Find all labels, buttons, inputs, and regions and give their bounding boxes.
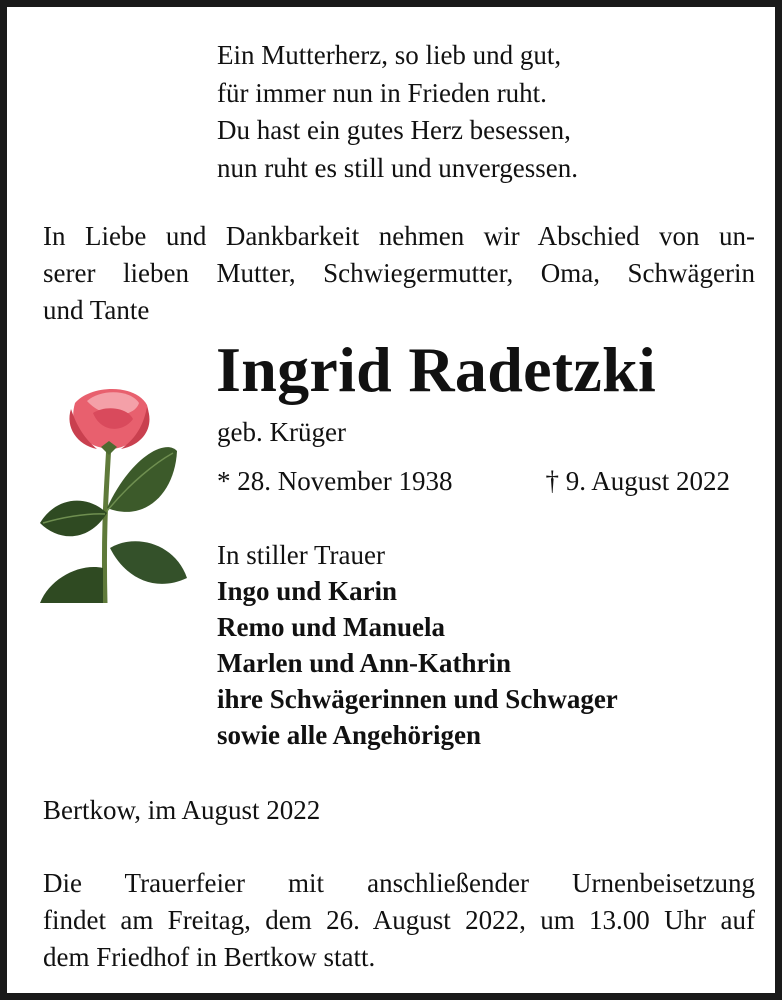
leaf bbox=[40, 501, 107, 537]
service-line: dem Friedhof in Bertkow statt. bbox=[43, 942, 376, 972]
leaf bbox=[40, 567, 103, 603]
mourner-name: Remo und Manuela bbox=[217, 612, 446, 642]
funeral-service-info bbox=[43, 865, 755, 976]
poem-line: Du hast ein gutes Herz besessen, bbox=[217, 115, 571, 145]
leaf bbox=[110, 541, 187, 584]
mourner-name: ihre Schwägerinnen und Schwager bbox=[217, 684, 618, 714]
place-date: Bertkow, im August 2022 bbox=[43, 795, 321, 825]
birth-name: geb. Krüger bbox=[217, 417, 346, 447]
intro-line: serer lieben Mutter, Schwiegermutter, Oma, Schwägerin bbox=[43, 258, 755, 288]
death-date: † 9. August 2022 bbox=[545, 466, 730, 496]
intro-line: In Liebe und Dankbarkeit nehmen wir Abschied von un- bbox=[43, 221, 755, 251]
birth-date: * 28. November 1938 bbox=[217, 466, 453, 496]
service-line: Die Trauerfeier mit anschließender Urnenbeisetzung bbox=[43, 868, 755, 898]
poem-line: nun ruht es still und unvergessen. bbox=[217, 152, 578, 183]
mourner-name: sowie alle Angehörigen bbox=[217, 720, 481, 750]
mourner-name: Marlen und Ann-Kathrin bbox=[217, 648, 512, 678]
mourning-phrase: In stiller Trauer bbox=[217, 540, 385, 570]
poem-line: Ein Mutterherz, so lieb und gut, bbox=[217, 40, 562, 70]
memorial-poem bbox=[217, 37, 578, 187]
poem-line: für immer nun in Frieden ruht. bbox=[217, 77, 547, 108]
mourner-name: Ingo und Karin bbox=[217, 576, 398, 606]
intro-line: und Tante bbox=[43, 295, 150, 325]
rose-icon bbox=[35, 383, 195, 605]
service-line: findet am Freitag, dem 26. August 2022, um 13.00 Uhr auf bbox=[43, 905, 755, 935]
mourners-block bbox=[217, 537, 618, 753]
farewell-intro bbox=[43, 218, 755, 329]
deceased-name: Ingrid Radetzki bbox=[216, 334, 657, 405]
life-dates bbox=[217, 464, 730, 498]
